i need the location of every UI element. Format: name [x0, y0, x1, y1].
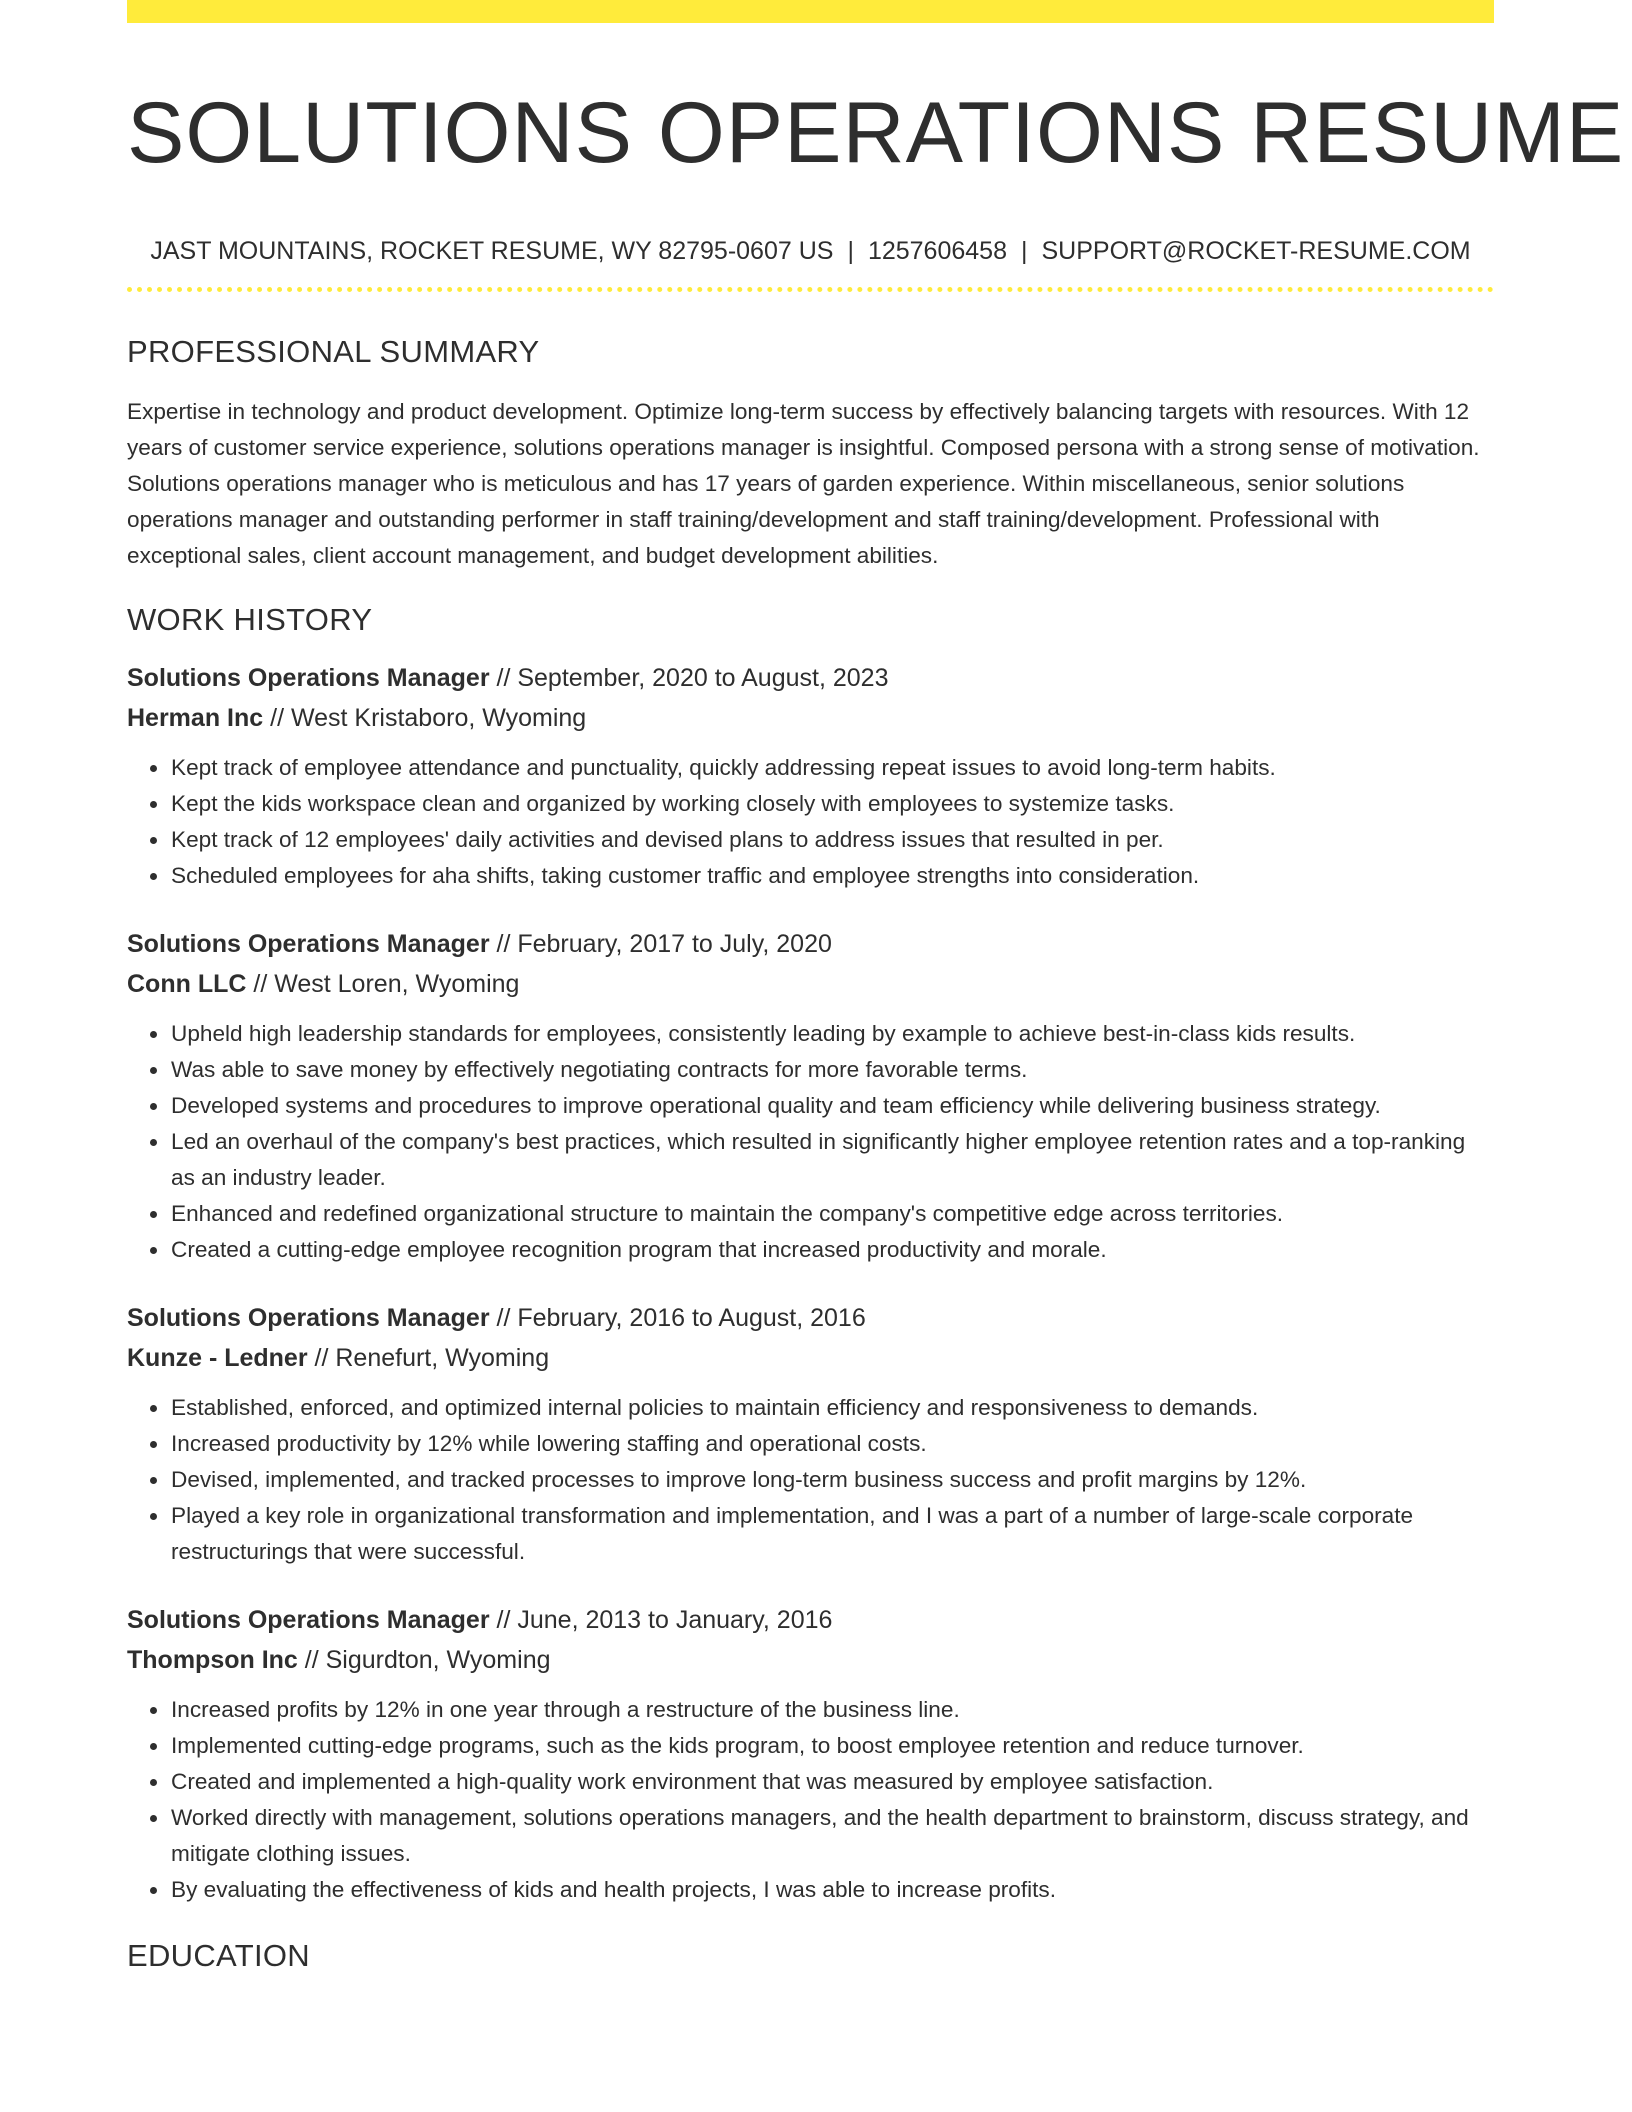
contact-separator: | [1020, 237, 1028, 265]
job-dates: // February, 2017 to July, 2020 [496, 930, 832, 958]
job-location: // Renefurt, Wyoming [314, 1344, 550, 1372]
job-company-line [127, 1640, 1494, 1680]
job-bullet-item: • Scheduled employees for aha shifts, taking customer traffic and employee strengths into consideration. [170, 858, 1494, 894]
contact-line [127, 235, 1494, 267]
job-bullet-item: • Developed systems and procedures to improve operational quality and team efficiency while delivering business strategy. [170, 1088, 1494, 1124]
job-bullets [127, 750, 1494, 894]
job-dates: // September, 2020 to August, 2023 [496, 664, 889, 692]
job-entry [127, 1600, 1494, 1908]
work-history-list [127, 658, 1494, 1908]
job-role-line [127, 658, 1494, 698]
job-company-line [127, 698, 1494, 738]
summary-text: Expertise in technology and product development. Optimize long-term success by effectively balancing targets with resources. With 12 years of customer service experience, solutions operations manager is insightful. Composed persona with a strong sense of motivation. Solutions operations manager who is meticulous and has 17 years of garden experience. Within miscellaneous, senior solutions operations manager and outstanding performer in staff training/development and staff training/development. Professional with exceptional sales, client account management, and budget development abilities. [127, 399, 1480, 568]
job-bullet-item: • Kept track of employee attendance and punctuality, quickly addressing repeat issues to avoid long-term habits. [170, 750, 1494, 786]
job-entry [127, 658, 1494, 894]
job-company: Thompson Inc [127, 1646, 298, 1674]
contact-phone: 1257606458 [867, 237, 1007, 265]
job-dates: // June, 2013 to January, 2016 [496, 1606, 833, 1634]
job-bullet-item: • Was able to save money by effectively negotiating contracts for more favorable terms. [170, 1052, 1494, 1088]
job-role: Solutions Operations Manager [127, 1304, 490, 1332]
job-bullet-item: • Upheld high leadership standards for employees, consistently leading by example to achieve best-in-class kids results. [170, 1016, 1494, 1052]
job-company-line [127, 1338, 1494, 1378]
job-bullet-item: • Increased profits by 12% in one year through a restructure of the business line. [170, 1692, 1494, 1728]
job-bullet-item: • Enhanced and redefined organizational structure to maintain the company's competitive edge across territories. [170, 1196, 1494, 1232]
contact-email: SUPPORT@ROCKET-RESUME.COM [1041, 237, 1471, 265]
job-role: Solutions Operations Manager [127, 930, 490, 958]
job-location: // West Loren, Wyoming [253, 970, 520, 998]
job-location: // Sigurdton, Wyoming [304, 1646, 551, 1674]
work-history-heading: WORK HISTORY [127, 602, 373, 637]
job-bullets [127, 1390, 1494, 1570]
job-bullet-item: • Kept track of 12 employees' daily activities and devised plans to address issues that resulted in per. [170, 822, 1494, 858]
job-bullets [127, 1016, 1494, 1268]
contact-address: JAST MOUNTAINS, ROCKET RESUME, WY 82795-0607 US [150, 237, 834, 265]
job-role: Solutions Operations Manager [127, 1606, 490, 1634]
dotted-divider [127, 287, 1494, 292]
job-bullet-item: • By evaluating the effectiveness of kids and health projects, I was able to increase profits. [170, 1872, 1494, 1908]
job-bullet-item: • Devised, implemented, and tracked processes to improve long-term business success and profit margins by 12%. [170, 1462, 1494, 1498]
job-company-line [127, 964, 1494, 1004]
job-dates: // February, 2016 to August, 2016 [496, 1304, 866, 1332]
job-bullet-item: • Implemented cutting-edge programs, such as the kids program, to boost employee retention and reduce turnover. [170, 1728, 1494, 1764]
resume-title: SOLUTIONS OPERATIONS RESUME [127, 85, 1625, 181]
job-bullet-item: • Kept the kids workspace clean and organized by working closely with employees to systemize tasks. [170, 786, 1494, 822]
job-bullet-item: • Worked directly with management, solutions operations managers, and the health department to brainstorm, discuss strategy, and mitigate clothing issues. [170, 1800, 1494, 1872]
job-bullet-item: • Increased productivity by 12% while lowering staffing and operational costs. [170, 1426, 1494, 1462]
resume-page [127, 0, 1625, 1976]
job-bullets [127, 1692, 1494, 1908]
job-bullet-item: • Created a cutting-edge employee recognition program that increased productivity and morale. [170, 1232, 1494, 1268]
summary-heading: PROFESSIONAL SUMMARY [127, 334, 540, 369]
job-role: Solutions Operations Manager [127, 664, 490, 692]
contact-separator: | [847, 237, 854, 265]
job-role-line [127, 1600, 1494, 1640]
job-entry [127, 1298, 1494, 1570]
job-role-line [127, 924, 1494, 964]
education-heading: EDUCATION [127, 1938, 310, 1973]
job-bullet-item: • Established, enforced, and optimized internal policies to maintain efficiency and responsiveness to demands. [170, 1390, 1494, 1426]
job-company: Herman Inc [127, 704, 264, 732]
job-company: Conn LLC [127, 970, 247, 998]
job-company: Kunze - Ledner [127, 1344, 308, 1372]
accent-top-bar [127, 0, 1494, 23]
job-location: // West Kristaboro, Wyoming [270, 704, 587, 732]
job-bullet-item: • Created and implemented a high-quality work environment that was measured by employee satisfaction. [170, 1764, 1494, 1800]
job-bullet-item: • Played a key role in organizational transformation and implementation, and I was a part of a number of large-scale corporate restructurings that were successful. [170, 1498, 1494, 1570]
job-bullet-item: • Led an overhaul of the company's best practices, which resulted in significantly higher employee retention rates and a top-ranking as an industry leader. [170, 1124, 1494, 1196]
job-role-line [127, 1298, 1494, 1338]
job-entry [127, 924, 1494, 1268]
